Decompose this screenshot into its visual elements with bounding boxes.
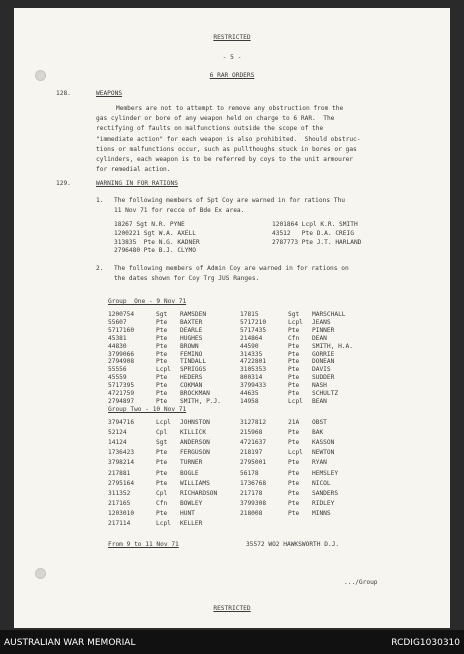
classification-footer: RESTRICTED — [213, 605, 251, 612]
service-number: 3798214 — [108, 459, 135, 467]
rank: Pte — [156, 350, 168, 358]
service-number: 1736423 — [108, 449, 135, 457]
rank: Pte — [288, 358, 300, 366]
surname: SMITH, H.A. — [312, 342, 353, 350]
para-128-number: 128. — [56, 90, 71, 97]
surname: WILLIAMS — [180, 479, 210, 487]
service-number: 14958 — [240, 397, 259, 405]
classification-header: RESTRICTED — [213, 34, 251, 41]
rank: Lcpl — [156, 366, 171, 374]
service-number: 55607 — [108, 318, 127, 326]
surname: JEANS — [312, 318, 331, 326]
para-129-number: 129. — [56, 180, 71, 187]
rank: Pte — [288, 479, 300, 487]
service-number: 800314 — [240, 374, 263, 382]
service-number: 217165 — [108, 499, 131, 507]
sub-para-2-line: the dates shown for Coy Trg JUS Ranges. — [114, 274, 260, 282]
rank: Lcpl — [156, 520, 171, 527]
service-number: 311352 — [108, 489, 131, 497]
para-128-line: rectifying of faults on malfunctions outside the scope of the — [96, 125, 324, 133]
surname: MINNS — [312, 509, 331, 517]
surname: NASH — [312, 382, 327, 390]
document-page — [14, 8, 450, 628]
service-number: 215968 — [240, 429, 263, 437]
spt-coy-member: 313835 Pte N.G. KADNER — [114, 238, 200, 246]
surname: BOWLEY — [180, 499, 203, 507]
rank: Cfn — [156, 499, 168, 507]
archive-reference: RCDIG1030310 — [391, 638, 460, 648]
rank: Sgt — [156, 439, 168, 447]
service-number: 5717435 — [240, 326, 267, 334]
spt-coy-member: 1200221 Sgt W.A. AXELL — [114, 229, 196, 237]
rank: Pte — [288, 439, 300, 447]
spt-coy-member: 43512 Pte D.A. CREIG — [272, 229, 354, 237]
para-128-line: gas cylinder or bore of any weapon held on charge to 6 RAR. The — [96, 115, 335, 123]
surname: ANDERSON — [180, 439, 210, 447]
surname: COKMAN — [180, 382, 203, 390]
para-128-line: Members are not to attempt to remove any obstruction from the — [116, 105, 344, 112]
service-number: 217114 — [108, 520, 131, 527]
unit-orders-title: 6 RAR ORDERS — [209, 72, 255, 79]
spt-coy-member: 18267 Sgt N.R. PYNE — [114, 221, 185, 228]
surname: KASSON — [312, 439, 335, 447]
surname: RIDLEY — [312, 499, 335, 507]
surname: DEAN — [312, 334, 327, 342]
surname: PINNER — [312, 326, 335, 334]
para-128-line: "immediate action" for each weapon is also prohibited. Should obstruc- — [96, 135, 361, 143]
group-two-title: Group Two - 10 Nov 71 — [108, 406, 187, 413]
rank: Pte — [288, 509, 300, 517]
surname: NICOL — [312, 479, 331, 487]
from-date-label: From 9 to 11 Nov 71 — [108, 541, 179, 548]
rank: Pte — [156, 334, 168, 342]
sub-para-1-line: 11 Nov 71 for recce of Bde Ex area. — [114, 206, 245, 214]
service-number: 44590 — [240, 342, 259, 350]
service-number: 2794897 — [108, 397, 135, 405]
service-number: 3799066 — [108, 350, 135, 358]
service-number: 2795164 — [108, 479, 135, 487]
surname: OBST — [312, 419, 327, 426]
spt-coy-member: 2787773 Pte J.T. HARLAND — [272, 238, 362, 246]
rank: Pte — [288, 326, 300, 334]
service-number: 52124 — [108, 429, 127, 437]
service-number: 45559 — [108, 374, 127, 382]
service-number: 5717210 — [240, 318, 267, 326]
rank: Pte — [288, 382, 300, 390]
service-number: 4722801 — [240, 358, 267, 366]
spt-coy-member: 1201864 Lcpl K.R. SMITH — [272, 221, 358, 228]
service-number: 1200754 — [108, 311, 135, 318]
service-number: 3799308 — [240, 499, 267, 507]
rank: 21A — [288, 419, 300, 426]
surname: SANDERS — [312, 489, 339, 497]
service-number: 44635 — [240, 390, 259, 397]
surname: SUDDER — [312, 374, 335, 382]
rank: Pte — [156, 390, 168, 397]
group-one-title: Group One - 9 Nov 71 — [108, 298, 187, 305]
surname: JOHNSTON — [180, 419, 210, 426]
surname: DEARLE — [180, 326, 203, 334]
service-number: 314335 — [240, 350, 263, 358]
rank: Lcpl — [288, 318, 303, 326]
service-number: 1203010 — [108, 509, 135, 517]
surname: HUGHES — [180, 334, 203, 342]
surname: BOGLE — [180, 469, 199, 477]
sub-para-1-line: The following members of Spt Coy are warned in for rations Thu — [114, 197, 345, 204]
rank: Pte — [288, 469, 300, 477]
continuation-note: .../Group — [344, 579, 378, 586]
service-number: 17815 — [240, 311, 259, 318]
rank: Pte — [156, 479, 168, 487]
rank: Pte — [156, 382, 168, 390]
service-number: 3105353 — [240, 366, 267, 374]
para-128-line: tions or malfunctions occur, such as pullthoughs stuck in bores or gas — [96, 145, 357, 153]
rank: Pte — [288, 390, 300, 397]
rank: Pte — [156, 374, 168, 382]
para-128-line: cylinders, each weapon is to be referred by coys to the unit armourer — [96, 156, 354, 163]
rank: Pte — [288, 499, 300, 507]
surname: DAVIS — [312, 366, 331, 374]
surname: HUNT — [180, 509, 195, 517]
rank: Sgt — [288, 311, 300, 318]
service-number: 5717395 — [108, 382, 135, 390]
surname: RAMSDEN — [180, 311, 207, 318]
rank: Cfn — [288, 334, 300, 342]
service-number: 45381 — [108, 334, 127, 342]
surname: NEWTON — [312, 449, 335, 457]
service-number: 2795001 — [240, 459, 267, 467]
service-number: 4721759 — [108, 390, 135, 397]
spt-coy-member: 2796480 Pte B.J. CLYMO — [114, 247, 196, 255]
rank: Pte — [156, 318, 168, 326]
surname: HEDERS — [180, 374, 203, 382]
service-number: 217178 — [240, 489, 263, 497]
service-number: 55556 — [108, 366, 127, 374]
sub-para-2-number: 2. — [96, 265, 104, 272]
archive-name: AUSTRALIAN WAR MEMORIAL — [4, 638, 136, 648]
punch-hole — [35, 568, 46, 579]
service-number: 3794716 — [108, 419, 135, 426]
surname: SPRIGGS — [180, 366, 207, 374]
surname: RICHARDSON — [180, 489, 218, 497]
rank: Pte — [288, 429, 300, 437]
surname: SCHULTZ — [312, 390, 339, 397]
surname: DONEAN — [312, 358, 335, 366]
archive-footer-bar — [0, 630, 464, 654]
service-number: 56178 — [240, 469, 259, 477]
surname: KELLER — [180, 520, 203, 527]
surname: TINDALL — [180, 358, 207, 366]
rank: Pte — [156, 469, 168, 477]
surname: FERGUSON — [180, 449, 210, 457]
rank: Cpl — [156, 429, 168, 437]
rank: Pte — [156, 326, 168, 334]
service-number: 3127812 — [240, 419, 267, 426]
page-number: - 5 - — [222, 54, 242, 61]
surname: GORRIE — [312, 350, 335, 358]
rank: Pte — [288, 342, 300, 350]
rank: Lcpl — [156, 419, 171, 426]
surname: KILLICK — [180, 429, 207, 437]
service-number: 44830 — [108, 342, 127, 350]
surname: BEAN — [312, 397, 327, 405]
para-128-line: for remedial action. — [96, 166, 171, 174]
surname: BAK — [312, 429, 324, 437]
service-number: 1736768 — [240, 479, 267, 487]
service-number: 218197 — [240, 449, 263, 457]
service-number: 2794908 — [108, 358, 135, 366]
service-number: 218008 — [240, 509, 263, 517]
rank: Lcpl — [288, 397, 303, 405]
surname: MARSCHALL — [312, 311, 346, 318]
sub-para-2-line: The following members of Admin Coy are warned in for rations on — [114, 265, 349, 272]
rank: Pte — [288, 459, 300, 467]
rank: Pte — [288, 489, 300, 497]
rank: Pte — [156, 509, 168, 517]
para-128-title: WEAPONS — [96, 90, 123, 97]
surname: BROWN — [180, 342, 199, 350]
surname: BAXTER — [180, 318, 203, 326]
service-number: 217881 — [108, 469, 131, 477]
rank: Pte — [156, 342, 168, 350]
surname: TURNER — [180, 459, 203, 467]
rank: Pte — [288, 350, 300, 358]
service-number: 5717160 — [108, 326, 135, 334]
rank: Pte — [156, 449, 168, 457]
surname: RYAN — [312, 459, 327, 467]
from-date-entry: 35572 WO2 HAWKSWORTH D.J. — [246, 541, 340, 548]
rank: Lcpl — [288, 449, 303, 457]
surname: HEMSLEY — [312, 469, 339, 477]
rank: Sgt — [156, 311, 168, 318]
service-number: 214864 — [240, 334, 263, 342]
rank: Pte — [288, 366, 300, 374]
surname: FEMINO — [180, 350, 203, 358]
sub-para-1-number: 1. — [96, 197, 104, 204]
surname: SMITH, P.J. — [180, 397, 221, 405]
rank: Cpl — [156, 489, 168, 497]
rank: Pte — [156, 358, 168, 366]
rank: Pte — [288, 374, 300, 382]
surname: BROCKMAN — [180, 390, 210, 397]
rank: Pte — [156, 397, 168, 405]
para-129-title: WARNING IN FOR RATIONS — [96, 180, 178, 187]
service-number: 14124 — [108, 439, 127, 447]
service-number: 4721637 — [240, 439, 267, 447]
rank: Pte — [156, 459, 168, 467]
service-number: 3799433 — [240, 382, 267, 390]
